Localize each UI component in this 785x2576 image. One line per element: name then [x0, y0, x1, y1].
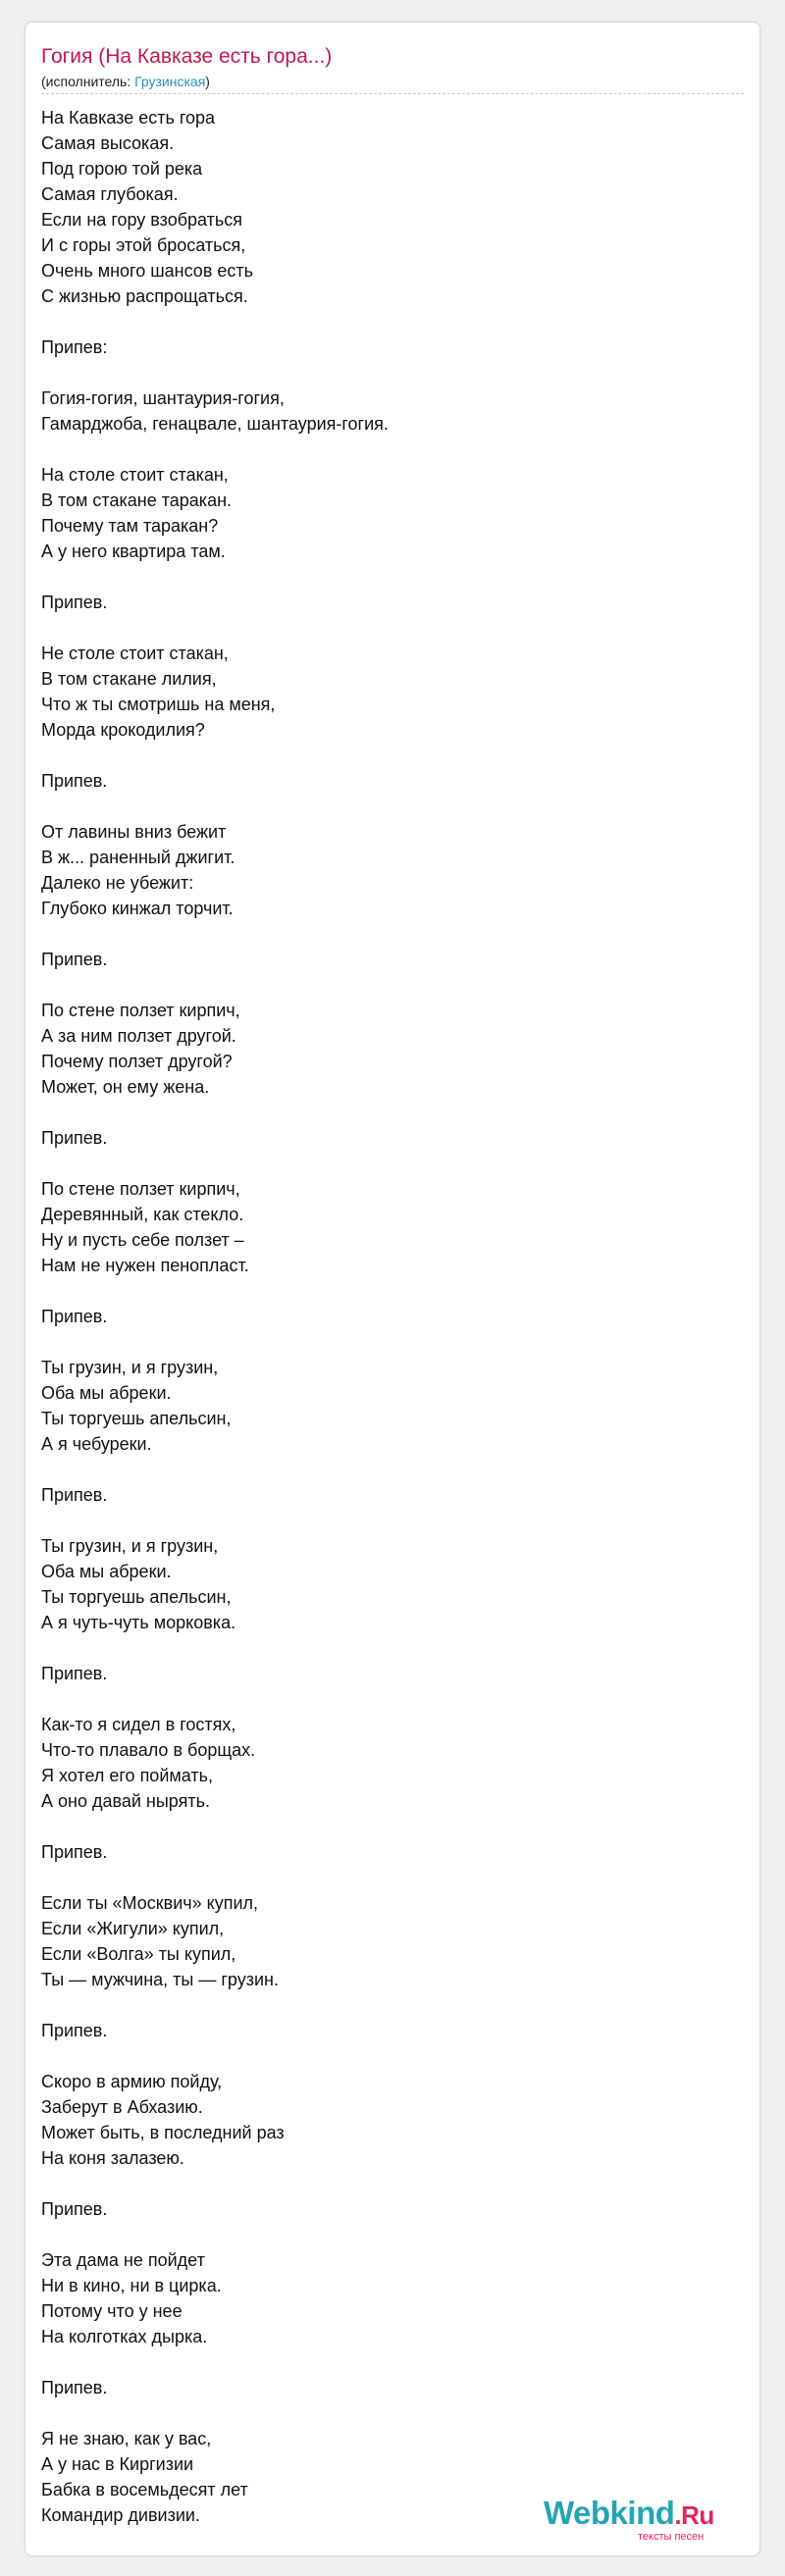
lyrics-line: От лавины вниз бежит: [41, 822, 227, 842]
logo-wordmark: [544, 2494, 714, 2535]
song-title: Гогия (На Кавказе есть гора...): [41, 45, 333, 68]
lyrics-blank-line: [41, 921, 389, 947]
lyrics-line: А у нас в Киргизии: [41, 2454, 194, 2474]
lyrics-line: Что-то плавало в борщах.: [41, 1740, 256, 1760]
lyrics-blank-line: [41, 360, 389, 386]
lyrics-line: Оба мы абреки.: [41, 1562, 172, 1581]
lyrics-line: Под горою той река: [41, 159, 203, 179]
lyrics-line: Припев:: [41, 337, 108, 357]
lyrics-line: И с горы этой бросаться,: [41, 235, 246, 255]
artist-line: [41, 73, 210, 90]
lyrics-line: Скоро в армию пойду,: [41, 2072, 223, 2091]
lyrics-line: Припев.: [41, 1485, 108, 1505]
lyrics-blank-line: [41, 1686, 389, 1712]
lyrics-line: На коня залазею.: [41, 2148, 184, 2168]
lyrics-line: Очень много шансов есть: [41, 261, 254, 281]
lyrics-line: Почему ползет другой?: [41, 1052, 233, 1071]
lyrics-line: Припев.: [41, 1128, 108, 1148]
lyrics-line: Деревянный, как стекло.: [41, 1205, 244, 1224]
lyrics-blank-line: [41, 2349, 389, 2375]
logo-tagline: тексты песен: [638, 2531, 705, 2543]
lyrics-line: Не столе стоит стакан,: [41, 644, 229, 663]
lyrics-line: Может, он ему жена.: [41, 1077, 210, 1097]
lyrics-line: Если на гору взобраться: [41, 210, 243, 230]
lyrics-line: Ну и пусть себе ползет –: [41, 1230, 244, 1250]
lyrics-line: По стене ползет кирпич,: [41, 1001, 240, 1020]
lyrics-line: Ни в кино, ни в цирка.: [41, 2276, 222, 2295]
artist-suffix: ): [205, 74, 210, 89]
lyrics-line: На столе стоит стакан,: [41, 465, 229, 485]
lyrics-text: [41, 105, 389, 2528]
lyrics-line: Ты торгуешь апельсин,: [41, 1409, 232, 1428]
logo-tld: .Ru: [674, 2500, 714, 2530]
lyrics-line: Оба мы абреки.: [41, 1383, 172, 1403]
lyrics-line: На колготках дырка.: [41, 2327, 208, 2346]
lyrics-line: А за ним ползет другой.: [41, 1026, 236, 1046]
artist-prefix: (исполнитель:: [41, 74, 135, 89]
lyrics-line: Может быть, в последний раз: [41, 2123, 285, 2142]
lyrics-line: Припев.: [41, 2021, 108, 2040]
lyrics-line: Заберут в Абхазию.: [41, 2097, 203, 2117]
lyrics-line: Ты грузин, и я грузин,: [41, 1536, 219, 1556]
lyrics-line: Если «Волга» ты купил,: [41, 1944, 236, 1964]
lyrics-card: [25, 22, 760, 2556]
lyrics-line: Гамарджоба, генацвале, шантаурия-гогия.: [41, 414, 389, 434]
lyrics-blank-line: [41, 1814, 389, 1839]
title-divider: [41, 93, 744, 94]
lyrics-line: А оно давай нырять.: [41, 1791, 210, 1811]
lyrics-blank-line: [41, 794, 389, 819]
lyrics-line: А я чуть-чуть морковка.: [41, 1613, 236, 1632]
lyrics-blank-line: [41, 1329, 389, 1355]
lyrics-line: Что ж ты смотришь на меня,: [41, 695, 276, 714]
lyrics-line: Если ты «Москвич» купил,: [41, 1893, 259, 1913]
lyrics-line: В ж... раненный джигит.: [41, 848, 236, 867]
lyrics-line: В том стакане лилия,: [41, 669, 217, 689]
lyrics-blank-line: [41, 309, 389, 335]
lyrics-line: Нам не нужен пенопласт.: [41, 1256, 249, 1275]
lyrics-blank-line: [41, 1635, 389, 1661]
lyrics-blank-line: [41, 1992, 389, 2018]
lyrics-line: Эта дама не пойдет: [41, 2250, 205, 2270]
lyrics-blank-line: [41, 972, 389, 998]
logo-name: Webkind: [544, 2495, 675, 2531]
lyrics-line: Самая глубокая.: [41, 184, 179, 204]
lyrics-line: Я не знаю, как у вас,: [41, 2429, 212, 2448]
lyrics-line: Бабка в восемьдесят лет: [41, 2480, 248, 2499]
lyrics-line: Припев.: [41, 2199, 108, 2219]
lyrics-line: В том стакане таракан.: [41, 490, 233, 510]
lyrics-line: Гогия-гогия, шантаурия-гогия,: [41, 388, 285, 408]
lyrics-line: Глубоко кинжал торчит.: [41, 899, 234, 918]
lyrics-blank-line: [41, 2400, 389, 2426]
lyrics-blank-line: [41, 743, 389, 768]
lyrics-line: Если «Жигули» купил,: [41, 1919, 225, 1938]
lyrics-line: Припев.: [41, 950, 108, 969]
lyrics-blank-line: [41, 2222, 389, 2247]
lyrics-line: Я хотел его поймать,: [41, 1766, 213, 1785]
lyrics-line: Потому что у нее: [41, 2301, 183, 2321]
lyrics-line: С жизнью распрощаться.: [41, 286, 248, 306]
artist-link[interactable]: Грузинская: [134, 74, 206, 89]
lyrics-line: А у него квартира там.: [41, 541, 226, 561]
site-logo[interactable]: [544, 2494, 730, 2549]
lyrics-line: Припев.: [41, 1307, 108, 1326]
lyrics-blank-line: [41, 437, 389, 462]
lyrics-blank-line: [41, 1457, 389, 1482]
lyrics-line: Командир дивизии.: [41, 2505, 200, 2525]
lyrics-line: Припев.: [41, 771, 108, 791]
lyrics-line: Припев.: [41, 1842, 108, 1862]
lyrics-line: По стене ползет кирпич,: [41, 1179, 240, 1199]
lyrics-blank-line: [41, 1151, 389, 1176]
lyrics-line: Ты — мужчина, ты — грузин.: [41, 1970, 279, 1989]
lyrics-line: Далеко не убежит:: [41, 873, 194, 893]
lyrics-blank-line: [41, 2171, 389, 2196]
lyrics-line: А я чебуреки.: [41, 1434, 152, 1454]
lyrics-blank-line: [41, 615, 389, 641]
lyrics-blank-line: [41, 1100, 389, 1125]
lyrics-blank-line: [41, 564, 389, 590]
lyrics-line: Самая высокая.: [41, 133, 175, 153]
lyrics-line: Как-то я сидел в гостях,: [41, 1715, 236, 1734]
lyrics-blank-line: [41, 2043, 389, 2069]
lyrics-blank-line: [41, 1278, 389, 1304]
lyrics-line: На Кавказе есть гора: [41, 108, 216, 128]
lyrics-blank-line: [41, 1865, 389, 1890]
lyrics-line: Морда крокодилия?: [41, 720, 205, 740]
lyrics-line: Припев.: [41, 1664, 108, 1683]
lyrics-line: Припев.: [41, 592, 108, 612]
lyrics-line: Ты грузин, и я грузин,: [41, 1358, 219, 1377]
lyrics-line: Почему там таракан?: [41, 516, 219, 536]
lyrics-line: Припев.: [41, 2378, 108, 2397]
lyrics-line: Ты торгуешь апельсин,: [41, 1587, 232, 1607]
lyrics-blank-line: [41, 1508, 389, 1533]
